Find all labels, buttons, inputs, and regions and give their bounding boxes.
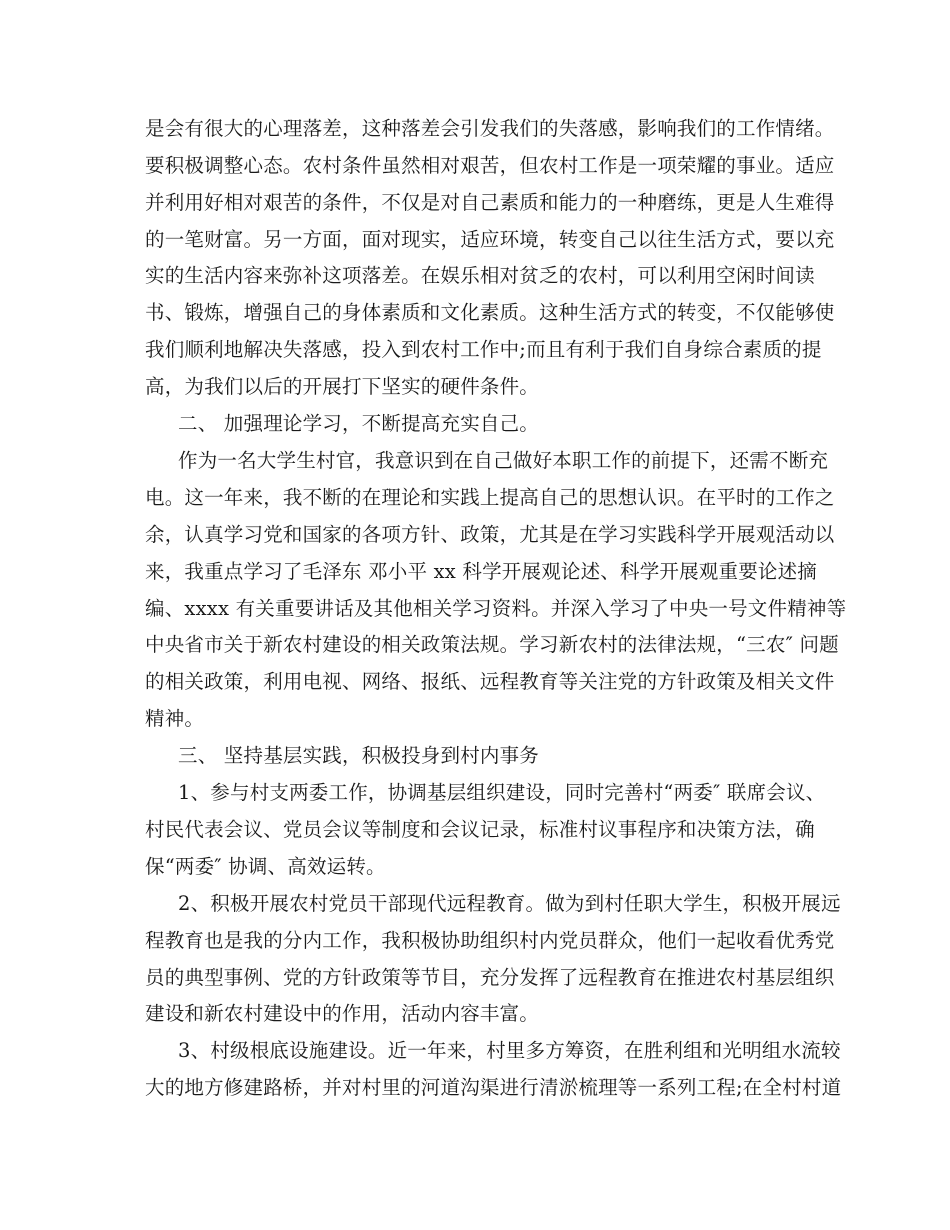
body-text-line: 我们顺利地解决失落感，投入到农村工作中;而且有利于我们自身综合素质的提 bbox=[145, 338, 822, 361]
body-text-line: 1、参与村支两委工作，协调基层组织建设，同时完善村“两委″ 联席会议、 bbox=[178, 781, 826, 804]
section-heading: 二、 加强理论学习，不断提高充实自己。 bbox=[178, 412, 539, 435]
body-text-line: 余，认真学习党和国家的各项方针、政策，尤其是在学习实践科学开展观活动以 bbox=[145, 523, 835, 546]
body-text-line: 的相关政策，利用电视、网络、报纸、远程教育等关注党的方针政策及相关文件 bbox=[145, 670, 835, 693]
body-text-line: 实的生活内容来弥补这项落差。在娱乐相对贫乏的农村，可以利用空闲时间读 bbox=[145, 264, 815, 287]
body-text-line: 要积极调整心态。农村条件虽然相对艰苦，但农村工作是一项荣耀的事业。适应 bbox=[145, 154, 835, 177]
body-text-line: 员的典型事例、党的方针政策等节目，充分发挥了远程教育在推进农村基层组织 bbox=[145, 966, 835, 989]
section-heading: 三、 坚持基层实践，积极投身到村内事务 bbox=[178, 744, 539, 767]
body-text-line: 精神。 bbox=[145, 707, 205, 730]
body-text-line: 建设和新农村建设中的作用，活动内容丰富。 bbox=[145, 1002, 540, 1025]
body-text-line: 程教育也是我的分内工作，我积极协助组织村内党员群众，他们一起收看优秀党 bbox=[145, 929, 835, 952]
body-text-line: 高，为我们以后的开展打下坚实的硬件条件。 bbox=[145, 375, 540, 398]
body-text-line: 2、积极开展农村党员干部现代远程教育。做为到村任职大学生，积极开展远 bbox=[178, 892, 841, 915]
body-text-line: 的一笔财富。另一方面，面对现实，适应环境，转变自己以往生活方式，要以充 bbox=[145, 228, 835, 251]
body-text-line: 来，我重点学习了毛泽东 邓小平 xx 科学开展观论述、科学开展观重要论述摘 bbox=[145, 560, 817, 583]
body-text-line: 大的地方修建路桥，并对村里的河道沟渠进行清淤梳理等一系列工程;在全村村道 bbox=[145, 1076, 842, 1099]
body-text-line: 3、村级根底设施建设。近一年来，村里多方筹资，在胜利组和光明组水流较 bbox=[178, 1039, 841, 1062]
body-text-line: 是会有很大的心理落差，这种落差会引发我们的失落感，影响我们的工作情绪。 bbox=[145, 117, 835, 140]
body-text-line: 中央省市关于新农村建设的相关政策法规。学习新农村的法律法规，“三农″ 问题 bbox=[145, 633, 839, 656]
body-text-line: 书、锻炼，增强自己的身体素质和文化素质。这种生活方式的转变，不仅能够使 bbox=[145, 301, 835, 324]
body-text-line: 编、xxxx 有关重要讲话及其他相关学习资料。并深入学习了中央一号文件精神等 bbox=[145, 597, 847, 620]
body-text-line: 作为一名大学生村官，我意识到在自己做好本职工作的前提下，还需不断充 bbox=[178, 449, 829, 472]
body-text-line: 并利用好相对艰苦的条件，不仅是对自己素质和能力的一种磨练，更是人生难得 bbox=[145, 191, 835, 214]
body-text-line: 保“两委″ 协调、高效运转。 bbox=[145, 855, 386, 878]
body-text-line: 电。这一年来，我不断的在理论和实践上提高自己的思想认识。在平时的工作之 bbox=[145, 486, 835, 509]
body-text-line: 村民代表会议、党员会议等制度和会议记录，标准村议事程序和决策方法，确 bbox=[145, 818, 815, 841]
